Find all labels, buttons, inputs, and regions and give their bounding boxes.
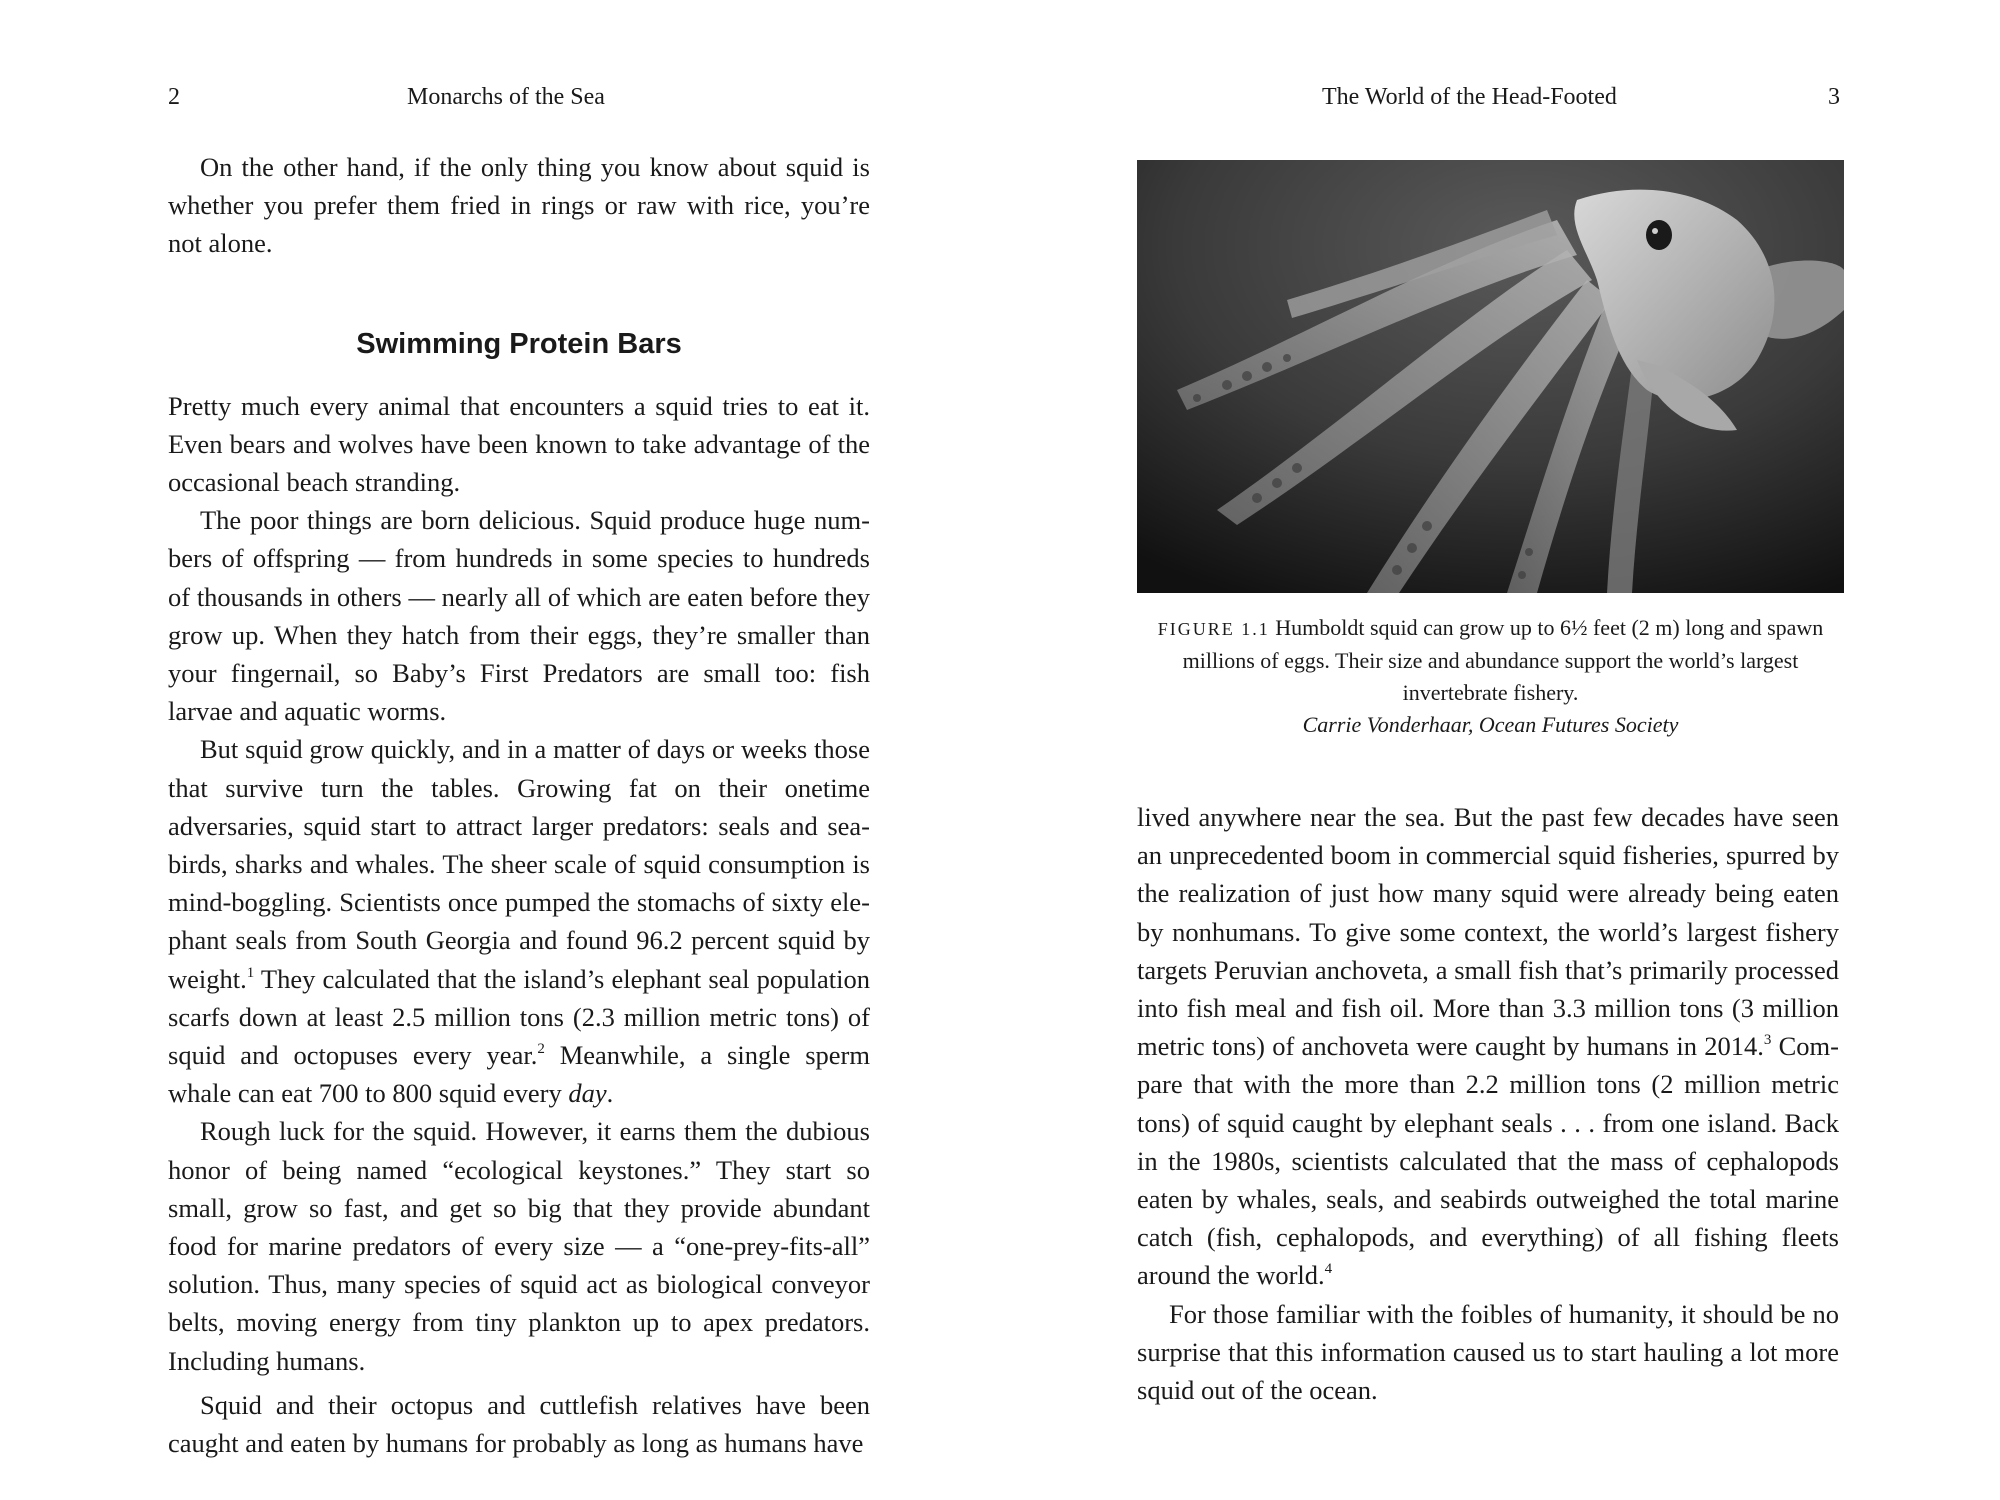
figure-caption [1137,612,1844,741]
footnote-ref-1: 1 [246,964,255,981]
right-page-body [1137,798,1839,1409]
intro-paragraph: On the other hand, if the only thing you know about squid is whether you prefer them fried in rings or raw with rice, you’re not alone. [168,152,870,259]
footnote-ref-4: 4 [1324,1261,1333,1278]
page-number-left: 2 [168,84,180,110]
footnote-ref-3: 3 [1763,1032,1772,1049]
emphasis-day: day [568,1078,607,1109]
caption-body: Humboldt squid can grow up to 6½ feet (2 m) long and spawn millions of eggs. Their size and abundance support the world’s largest invertebrate fishery. [1182,615,1824,705]
paragraph-right-1-text-b: Compare that with the more than 2.2 million tons (2 million metric tons) of squid caught by elephant seals . . . from one island. Back in the 1980s, scientists calculated that the mass of cephalopods eaten by whales, seals, and seabirds outweighed the total marine catch (fish, cephalopods, and everything) of all fishing fleets around the world. [1137,1031,1839,1291]
paragraph-3-text-b: They calculated that the island’s elephant seal population scarfs down at least 2.5 million tons (2.3 million metric tons) of squid and octopuses every year. [168,963,870,1071]
running-head-right: The World of the Head-Footed [1322,84,1617,110]
paragraph-5: Squid and their octopus and cuttlefish relatives have been caught and eaten by humans for probably as long as humans have [168,1389,870,1459]
paragraph-3-end: . [606,1078,614,1109]
paragraph-right-2: For those familiar with the foibles of humanity, it should be no surprise that this information caused us to start hauling a lot more squid out of the ocean. [1137,1298,1839,1406]
left-page-body [168,148,870,1462]
paragraph-3-text-c: Meanwhile, a single sperm whale can eat 700 to 800 squid every [168,1040,870,1109]
running-head-left: Monarchs of the Sea [407,84,605,110]
paragraph-4: Rough luck for the squid. However, it earns them the dubious honor of being named “ecological keystones.” They start so small, grow so fast, and get so big that they provide abundant food for marine predators of every size — a “one-prey-fits-all” solution. Thus, many species of squid act as biological conveyor belts, moving energy from tiny plankton up to apex predators. Including humans. [168,1116,870,1376]
paragraph-right-1 [1137,798,1839,1295]
paragraph-right-1-text-a: lived anywhere near the sea. But the past few decades have seen an unprecedented boom in commercial squid fisheries, spurred by the realization of just how many squid were already being eaten by nonhumans. To give some context, the world’s largest fishery targets Peruvian anchoveta, a small fish that’s primarily processed into fish meal and fish oil. More than 3.3 million tons (3 million metric tons) of anchoveta were caught by humans in 2014. [1137,802,1839,1062]
figure-label: FIGURE 1.1 [1157,619,1270,639]
page-number-right: 3 [1828,84,1840,110]
squid-photo [1137,160,1844,593]
footnote-ref-2: 2 [537,1041,545,1058]
paragraph-2: The poor things are born delicious. Squid produce huge numbers of offspring — from hundreds in some species to hundreds of thousands in others — nearly all of which are eaten before they grow up. When they hatch from their eggs, they’re smaller than your fingernail, so Baby’s First Predators are small too: fish larvae and aquatic worms. [168,505,870,727]
section-heading: Swimming Protein Bars [356,327,682,360]
caption-text [1137,612,1844,709]
photo-credit: Carrie Vonderhaar, Ocean Futures Society [1302,712,1679,737]
paragraph-1: Pretty much every animal that encounters a squid tries to eat it. Even bears and wolves have been known to take advantage of the occasional beach stranding. [168,390,870,498]
paragraph-3-text-a: But squid grow quickly, and in a matter of days or weeks those that survive turn the tables. Growing fat on their onetime adversaries, squid start to attract larger predators: seals and seabirds, sharks and whales. The sheer scale of squid consumption is mind-boggling. Scientists once pumped the stomachs of sixty elephant seals from South Georgia and found 96.2 percent squid by weight. [168,734,870,994]
paragraph-3 [168,730,870,1112]
